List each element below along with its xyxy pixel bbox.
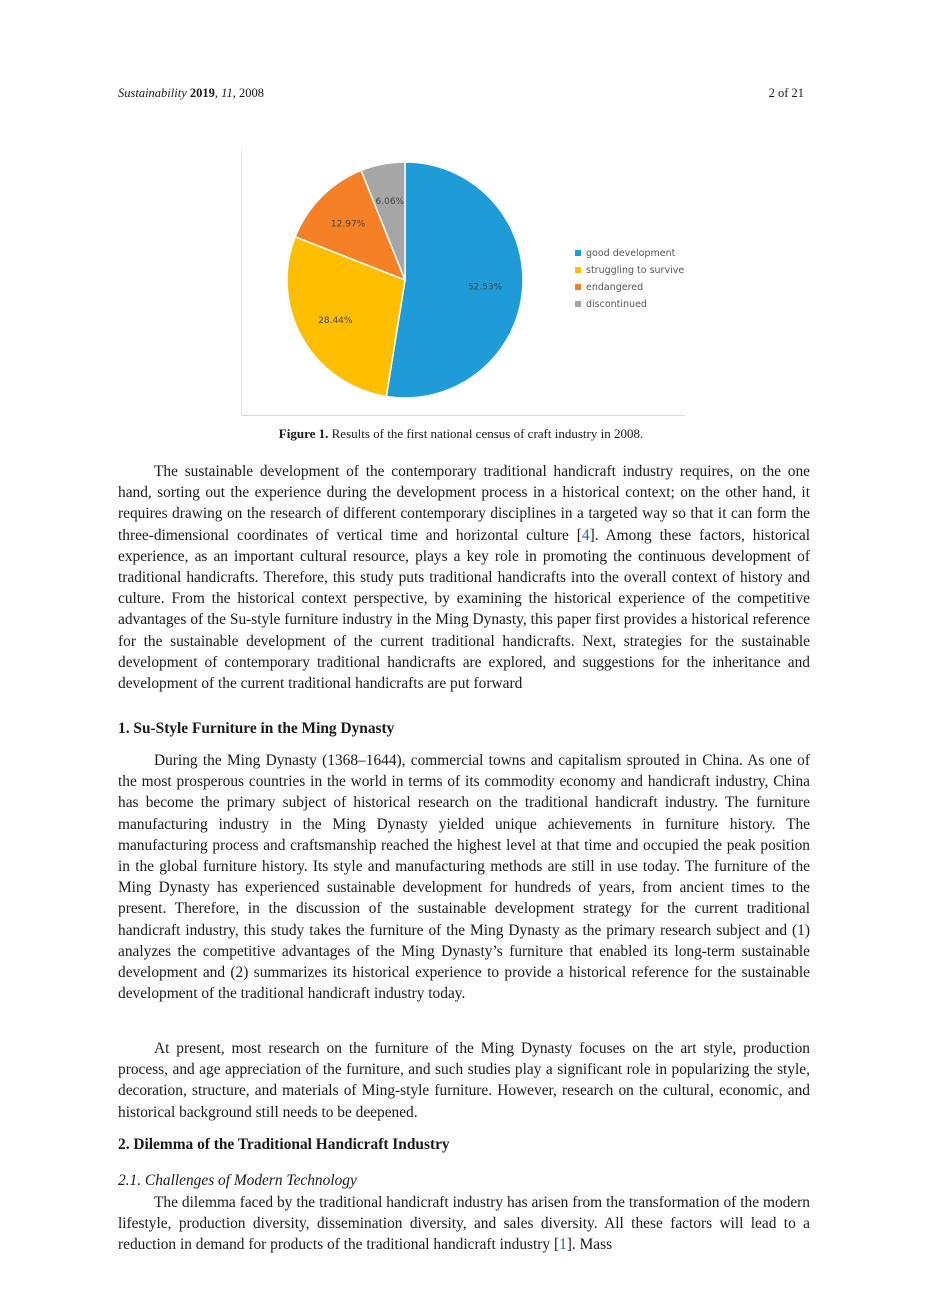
intro-paragraph: The sustainable development of the contemporary traditional handicraft industry requires, on the one hand, sorting out the experience during the development process in a historical context; on the other hand, it requires drawing on the research of different contemporary disciplines in a targeted way so that it can form the three-dimensional coordinates of vertical time and horizontal culture [4]. Among these factors, historical experience, as an important cultural resource, plays a key role in promoting the continuous development of traditional handicrafts. Therefore, this study puts traditional handicrafts into the overall context of history and culture. From the historical context perspective, by examining the historical experience of the competitive advantages of the Su-style furniture industry in the Ming Dynasty, this paper first provides a historical reference for the sustainable development of the current traditional handicrafts. Next, strategies for the sustainable development of contemporary traditional handicrafts are explored, and suggestions for the inheritance and development of the current traditional handicrafts are put forward <box>118 463 810 693</box>
legend-label: endangered <box>586 282 644 293</box>
legend-swatch <box>575 301 581 307</box>
pie-data-label: 28.44% <box>318 315 353 326</box>
section-1-heading: 1. Su-Style Furniture in the Ming Dynasty <box>118 720 395 737</box>
section-2-paragraph-1: The dilemma faced by the traditional handicraft industry has arisen from the transformation of the modern lifestyle, production diversity, dissemination diversity, and sales diversity. All these factors will lead to a reduction in demand for products of the traditional handicraft industry [1]. Mass <box>118 1194 810 1254</box>
citation-link[interactable]: 4 <box>581 526 590 544</box>
subsection-2-1-heading: 2.1. Challenges of Modern Technology <box>118 1172 357 1189</box>
journal-citation: Sustainability 2019, 11, 2008 <box>118 86 264 100</box>
pie-data-label: 6.06% <box>375 197 405 208</box>
figure-1 <box>241 148 685 416</box>
legend-swatch <box>575 267 581 273</box>
pie-data-label: 12.97% <box>330 219 366 230</box>
section-1-paragraph-2: At present, most research on the furniture of the Ming Dynasty focuses on the art style, production process, and age appreciation of the furniture, and such studies play a significant role in popularizing the style, decoration, structure, and materials of Ming-style furniture. However, research on the cultural, economic, and historical background still needs to be deepened. <box>118 1040 810 1121</box>
legend-swatch <box>575 250 581 256</box>
running-header <box>118 86 804 101</box>
citation-link[interactable]: 1 <box>559 1236 567 1254</box>
pie-chart <box>241 148 685 416</box>
section-1-paragraph-1: During the Ming Dynasty (1368–1644), commercial towns and capitalism sprouted in China. As one of the most prosperous countries in the world in terms of its commodity economy and handicraft industry, China has become the primary subject of historical research on the traditional handicraft industry. The furniture manufacturing industry in the Ming Dynasty yielded unique achievements in furniture history. The manufacturing process and craftsmanship reached the highest level at that time and occupied the peak position in the global furniture history. Its style and manufacturing methods are still in use today. The furniture of the Ming Dynasty has experienced sustainable development for hundreds of years, from ancient times to the present. Therefore, in the discussion of the sustainable development strategy for the current traditional handicraft industry, this study takes the furniture of the Ming Dynasty as the primary research subject and (1) analyzes the competitive advantages of the Ming Dynasty’s furniture that enabled its long-term sustainable development and (2) summarizes its historical experience to provide a historical reference for the sustainable development of the traditional handicraft industry today. <box>118 752 810 1003</box>
legend-swatch <box>575 284 581 290</box>
legend-label: good development <box>586 248 676 259</box>
legend-label: struggling to survive <box>586 265 685 276</box>
pie-slice-good-development <box>386 162 523 398</box>
pie-data-label: 52.53% <box>467 282 503 293</box>
figure-caption: Figure 1. Results of the first national census of craft industry in 2008. <box>278 426 644 441</box>
legend-label: discontinued <box>586 299 647 310</box>
section-2-heading: 2. Dilemma of the Traditional Handicraft Industry <box>118 1136 450 1153</box>
page-number: 2 of 21 <box>768 86 804 100</box>
